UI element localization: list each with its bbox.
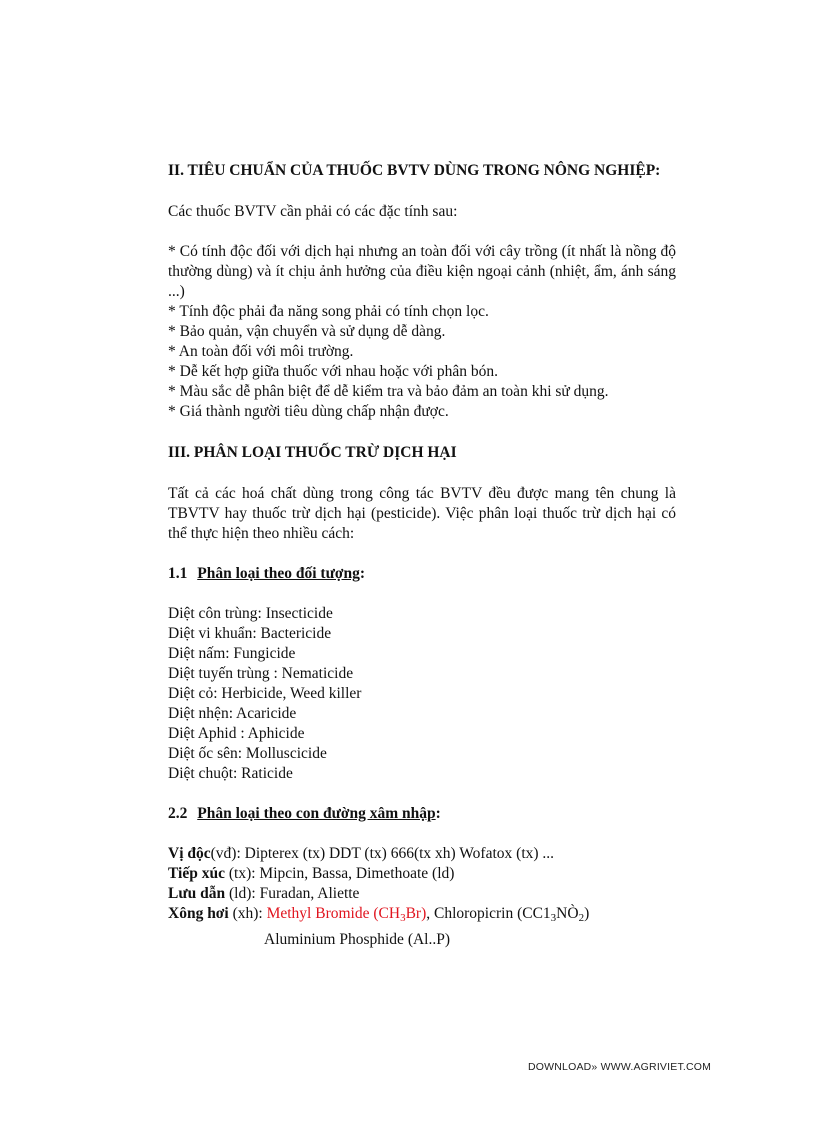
route-item: Tiếp xúc (tx): Mipcin, Bassa, Dimethoate (ld) [168, 865, 455, 882]
target-item: Diệt vi khuẩn: Bactericide [168, 625, 332, 642]
subsection-2-heading: 2.2 Phân loại theo con đường xâm nhập: [168, 805, 441, 822]
target-item: Diệt nấm: Fungicide [168, 645, 296, 662]
target-item: Diệt tuyến trùng : Nematicide [168, 665, 354, 682]
document-page [168, 160, 676, 950]
target-item: Diệt cỏ: Herbicide, Weed killer [168, 685, 362, 702]
target-list [168, 604, 676, 784]
subsection-2-title: Phân loại theo con đường xâm nhập [197, 805, 436, 822]
subsection-2-number: 2.2 [168, 805, 188, 822]
target-item: Diệt côn trùng: Insecticide [168, 605, 333, 622]
route-item-fumigant: Xông hơi (xh): Methyl Bromide $(CH_3Br)$, Chloropicrin $(CC1_3NÒ_2)$ [168, 905, 590, 924]
section-3-intro: Tất cả các hoá chất dùng trong công tác BVTV đều được mang tên chung là TBVTV hay thuốc trừ dịch hại (pesticide). Việc phân loại thuốc trừ dịch hại có thể thực hiện theo nhiều cách: [168, 485, 676, 542]
subsection-1-number: 1.1 [168, 565, 188, 582]
section-2-heading: II. TIÊU CHUẨN CỦA THUỐC BVTV DÙNG TRONG NÔNG NGHIỆP: [168, 162, 661, 179]
criteria-item: * Có tính độc đối với dịch hại nhưng an toàn đối với cây trồng (ít nhất là nồng độ thường dùng) và ít chịu ảnh hưởng của điều kiện ngoại cảnh (nhiệt, ẩm, ánh sáng ...) [168, 243, 676, 300]
download-footer: DOWNLOAD» WWW.AGRIVIET.COM [528, 1061, 712, 1073]
route-item: Lưu dẫn (ld): Furadan, Aliette [168, 885, 360, 902]
criteria-item: * Dễ kết hợp giữa thuốc với nhau hoặc với phân bón. [168, 363, 499, 380]
criteria-item: * Tính độc phải đa năng song phải có tính chọn lọc. [168, 303, 489, 320]
criteria-item: * An toàn đối với môi trường. [168, 343, 354, 360]
criteria-item: * Bảo quản, vận chuyển và sử dụng dễ dàng. [168, 323, 446, 340]
route-item-continuation: Aluminium Phosphide (Al..P) [264, 931, 451, 948]
section-2-intro: Các thuốc BVTV cần phải có các đặc tính sau: [168, 203, 458, 220]
target-item: Diệt nhện: Acaricide [168, 705, 297, 722]
criteria-item: * Màu sắc dễ phân biệt để dễ kiểm tra và bảo đảm an toàn khi sử dụng. [168, 383, 609, 400]
section-3-heading: III. PHÂN LOẠI THUỐC TRỪ DỊCH HẠI [168, 444, 457, 461]
criteria-list [168, 242, 676, 422]
route-list [168, 844, 676, 950]
route-item: Vị độc(vđ): Dipterex (tx) DDT (tx) 666(tx xh) Wofatox (tx) ... [168, 845, 555, 862]
criteria-item: * Giá thành người tiêu dùng chấp nhận được. [168, 403, 449, 420]
subsection-1-heading: 1.1 Phân loại theo đối tượng: [168, 565, 365, 582]
target-item: Diệt ốc sên: Molluscicide [168, 745, 327, 762]
target-item: Diệt Aphid : Aphicide [168, 725, 305, 742]
methyl-bromide-highlight: Methyl Bromide $(CH_3Br)$ [266, 905, 427, 924]
subsection-1-title: Phân loại theo đối tượng [197, 565, 360, 582]
target-item: Diệt chuột: Raticide [168, 765, 293, 782]
